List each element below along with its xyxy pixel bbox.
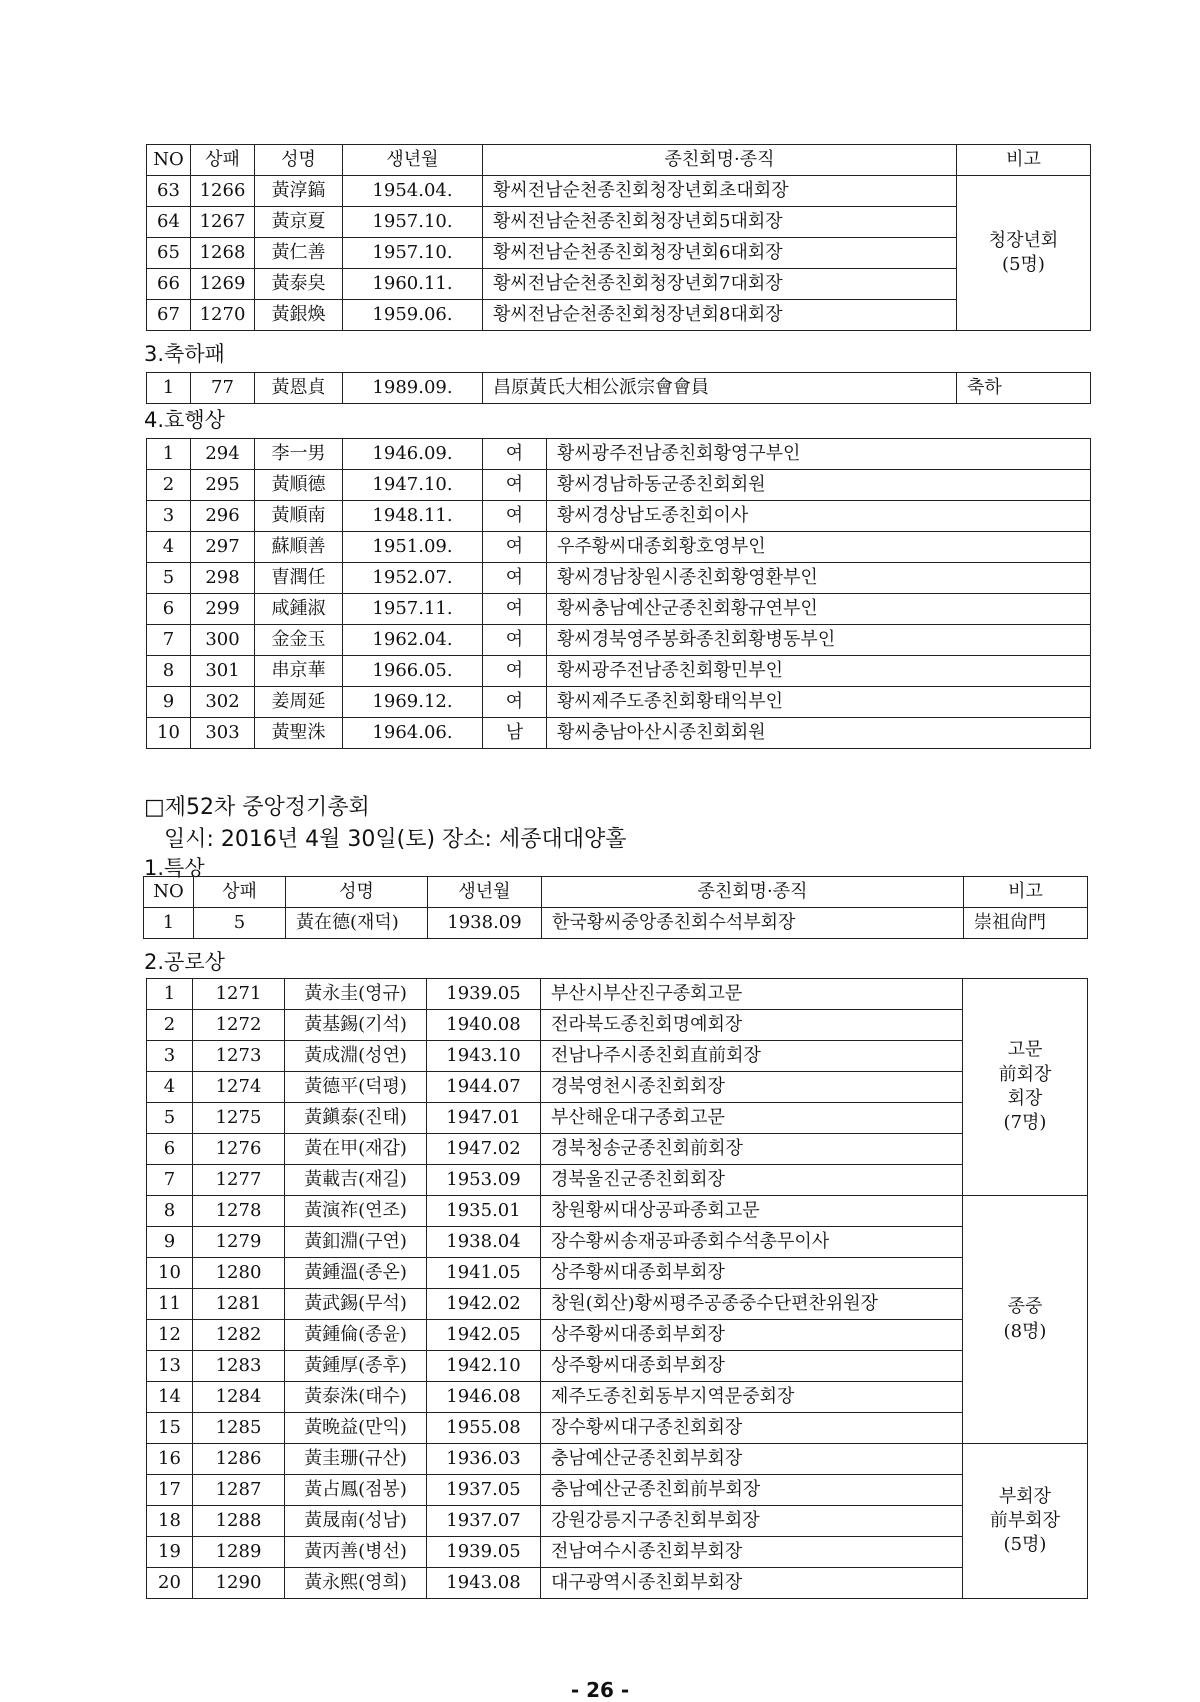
cell-name: 串京華 (255, 656, 343, 687)
col-no: NO (144, 877, 194, 908)
cell-gender: 여 (483, 625, 547, 656)
note-line: (5명) (1002, 254, 1045, 275)
cell-clan: 장수황씨송재공파종회수석총무이사 (541, 1227, 963, 1258)
cell-birth: 1957.11. (343, 594, 483, 625)
cell-birth: 1962.04. (343, 625, 483, 656)
cell-plaque: 1276 (193, 1134, 285, 1165)
cell-no: 7 (147, 1165, 193, 1196)
cell-no: 1 (147, 373, 191, 404)
note-line: 고문 (1007, 1039, 1043, 1061)
cell-plaque: 1275 (193, 1103, 285, 1134)
cell-no: 4 (147, 1072, 193, 1103)
cell-name: 黃釦淵(구연) (285, 1227, 427, 1258)
section-title-special: 1.특상 (144, 856, 205, 880)
cell-gender: 여 (483, 501, 547, 532)
cell-plaque: 1269 (191, 269, 255, 300)
section-title-filial: 4.효행상 (144, 408, 225, 432)
cell-clan: 전라북도종친회명예회장 (541, 1010, 963, 1041)
table-row (147, 1227, 1088, 1258)
table-row (147, 176, 1091, 207)
cell-name: 黃泰洙(태수) (285, 1382, 427, 1413)
cell-plaque: 1266 (191, 176, 255, 207)
table-row (147, 1506, 1088, 1537)
cell-no: 1 (147, 439, 191, 470)
cell-note-group (963, 979, 1088, 1196)
cell-no: 3 (147, 501, 191, 532)
cell-clan: 황씨전남순천종친회청장년회6대회장 (483, 238, 957, 269)
table-row (147, 1537, 1088, 1568)
cell-name: 黃聖洙 (255, 718, 343, 749)
table-row (147, 1134, 1088, 1165)
cell-name: 黃鎭泰(진태) (285, 1103, 427, 1134)
cell-name: 黃京夏 (255, 207, 343, 238)
cell-clan: 상주황씨대종회부회장 (541, 1351, 963, 1382)
cell-no: 8 (147, 656, 191, 687)
cell-name: 黃占鳳(점봉) (285, 1475, 427, 1506)
cell-clan: 상주황씨대종회부회장 (541, 1258, 963, 1289)
cell-birth: 1957.10. (343, 238, 483, 269)
cell-no: 64 (147, 207, 191, 238)
cell-clan: 황씨경남창원시종친회황영환부인 (547, 563, 1091, 594)
note-line: 청장년회 (988, 229, 1059, 251)
cell-birth: 1960.11. (343, 269, 483, 300)
cell-birth: 1969.12. (343, 687, 483, 718)
table-row (147, 656, 1091, 687)
meeting-title: □제52차 중앙정기총회 (144, 795, 370, 820)
cell-birth: 1946.09. (343, 439, 483, 470)
cell-name: 黃在甲(재갑) (285, 1134, 427, 1165)
cell-name: 姜周延 (255, 687, 343, 718)
table-row (147, 1010, 1088, 1041)
cell-name: 黃永圭(영규) (285, 979, 427, 1010)
table-row (147, 439, 1091, 470)
cell-clan: 한국황씨중앙종친회수석부회장 (542, 908, 964, 939)
cell-name: 黃德平(덕평) (285, 1072, 427, 1103)
cell-name: 黃仁善 (255, 238, 343, 269)
cell-plaque: 299 (191, 594, 255, 625)
table-row (147, 1444, 1088, 1475)
cell-plaque: 1274 (193, 1072, 285, 1103)
cell-name: 黃鍾溫(종온) (285, 1258, 427, 1289)
cell-no: 6 (147, 1134, 193, 1165)
cell-no: 1 (147, 979, 193, 1010)
cell-birth: 1964.06. (343, 718, 483, 749)
cell-gender: 여 (483, 687, 547, 718)
cell-gender: 여 (483, 594, 547, 625)
table-row (147, 1568, 1088, 1599)
cell-clan: 황씨경북영주봉화종친회황병동부인 (547, 625, 1091, 656)
table-row (147, 300, 1091, 331)
cell-no: 2 (147, 470, 191, 501)
cell-clan: 강원강릉지구종친회부회장 (541, 1506, 963, 1537)
cell-no: 20 (147, 1568, 193, 1599)
cell-name: 黃晩益(만익) (285, 1413, 427, 1444)
cell-name: 黃順南 (255, 501, 343, 532)
cell-birth: 1944.07 (427, 1072, 541, 1103)
cell-plaque: 77 (191, 373, 255, 404)
cell-no: 4 (147, 532, 191, 563)
table-filial (146, 438, 1091, 749)
cell-plaque: 1286 (193, 1444, 285, 1475)
cell-clan: 경북영천시종친회회장 (541, 1072, 963, 1103)
cell-clan: 전남여수시종친회부회장 (541, 1537, 963, 1568)
cell-name: 黃晟南(성남) (285, 1506, 427, 1537)
cell-no: 5 (147, 563, 191, 594)
cell-plaque: 1273 (193, 1041, 285, 1072)
cell-no: 8 (147, 1196, 193, 1227)
cell-no: 9 (147, 687, 191, 718)
cell-plaque: 295 (191, 470, 255, 501)
table-row (147, 532, 1091, 563)
table-row (147, 563, 1091, 594)
cell-clan: 부산시부산진구종회고문 (541, 979, 963, 1010)
cell-name: 李一男 (255, 439, 343, 470)
note-line: 종중 (1007, 1296, 1043, 1318)
note-line: (5명) (1003, 1534, 1047, 1556)
cell-clan: 昌原黃氏大相公派宗會會員 (483, 373, 957, 404)
table-row (147, 1103, 1088, 1134)
cell-clan: 제주도종친회동부지역문중회장 (541, 1382, 963, 1413)
cell-plaque: 1271 (193, 979, 285, 1010)
cell-no: 10 (147, 718, 191, 749)
cell-plaque: 1281 (193, 1289, 285, 1320)
section-title-congrats: 3.축하패 (144, 342, 225, 366)
cell-name: 黃丙善(병선) (285, 1537, 427, 1568)
note-line: (8명) (1003, 1320, 1047, 1342)
cell-name: 曺潤任 (255, 563, 343, 594)
col-plaque: 상패 (191, 145, 255, 176)
cell-clan: 경북울진군종친회회장 (541, 1165, 963, 1196)
table-row (147, 1320, 1088, 1351)
cell-no: 10 (147, 1258, 193, 1289)
cell-birth: 1943.10 (427, 1041, 541, 1072)
cell-clan: 황씨광주전남종친회황영구부인 (547, 439, 1091, 470)
cell-birth: 1955.08 (427, 1413, 541, 1444)
cell-no: 63 (147, 176, 191, 207)
col-plaque: 상패 (194, 877, 286, 908)
col-note: 비고 (964, 877, 1088, 908)
cell-birth: 1947.01 (427, 1103, 541, 1134)
cell-no: 17 (147, 1475, 193, 1506)
table-row (147, 269, 1091, 300)
cell-name: 黃永熙(영희) (285, 1568, 427, 1599)
cell-name: 黃基錫(기석) (285, 1010, 427, 1041)
note-line: 前회장 (998, 1063, 1052, 1085)
cell-name: 黃恩貞 (255, 373, 343, 404)
cell-birth: 1966.05. (343, 656, 483, 687)
cell-plaque: 5 (194, 908, 286, 939)
cell-no: 11 (147, 1289, 193, 1320)
cell-name: 黃泰㚖 (255, 269, 343, 300)
cell-birth: 1939.05 (427, 979, 541, 1010)
table-congrats (146, 372, 1091, 404)
cell-birth: 1938.09 (428, 908, 542, 939)
cell-no: 19 (147, 1537, 193, 1568)
cell-plaque: 1278 (193, 1196, 285, 1227)
cell-gender: 여 (483, 439, 547, 470)
cell-birth: 1942.05 (427, 1320, 541, 1351)
table-merit (146, 978, 1088, 1599)
cell-birth: 1936.03 (427, 1444, 541, 1475)
table-row (147, 625, 1091, 656)
cell-no: 15 (147, 1413, 193, 1444)
table-row (147, 373, 1091, 404)
cell-birth: 1940.08 (427, 1010, 541, 1041)
cell-plaque: 298 (191, 563, 255, 594)
cell-name: 黃鍾倫(종윤) (285, 1320, 427, 1351)
cell-clan: 경북청송군종친회前회장 (541, 1134, 963, 1165)
col-clan: 종친회명·종직 (542, 877, 964, 908)
table-row (147, 1413, 1088, 1444)
cell-birth: 1948.11. (343, 501, 483, 532)
cell-plaque: 1290 (193, 1568, 285, 1599)
cell-name: 黃淳鎬 (255, 176, 343, 207)
table-header (147, 145, 1091, 176)
col-note: 비고 (957, 145, 1091, 176)
table-youth-awards (146, 144, 1091, 331)
cell-no: 3 (147, 1041, 193, 1072)
cell-gender: 여 (483, 470, 547, 501)
note-line: 前부회장 (989, 1509, 1061, 1531)
cell-clan: 우주황씨대종회황호영부인 (547, 532, 1091, 563)
cell-plaque: 1280 (193, 1258, 285, 1289)
table-row (147, 1289, 1088, 1320)
cell-no: 9 (147, 1227, 193, 1258)
table-special (143, 876, 1088, 939)
cell-clan: 황씨충남예산군종친회황규연부인 (547, 594, 1091, 625)
table-row (147, 594, 1091, 625)
cell-plaque: 1268 (191, 238, 255, 269)
cell-birth: 1951.09. (343, 532, 483, 563)
cell-plaque: 1284 (193, 1382, 285, 1413)
cell-birth: 1942.10 (427, 1351, 541, 1382)
cell-plaque: 1282 (193, 1320, 285, 1351)
note-line: 회장 (1007, 1088, 1043, 1109)
cell-clan: 황씨제주도종친회황태익부인 (547, 687, 1091, 718)
col-name: 성명 (255, 145, 343, 176)
cell-clan: 대구광역시종친회부회장 (541, 1568, 963, 1599)
table-row (147, 1041, 1088, 1072)
table-row (147, 207, 1091, 238)
cell-plaque: 303 (191, 718, 255, 749)
cell-no: 65 (147, 238, 191, 269)
cell-birth: 1959.06. (343, 300, 483, 331)
cell-birth: 1943.08 (427, 1568, 541, 1599)
table-row (147, 501, 1091, 532)
cell-birth: 1952.07. (343, 563, 483, 594)
cell-birth: 1938.04 (427, 1227, 541, 1258)
cell-plaque: 297 (191, 532, 255, 563)
cell-birth: 1937.05 (427, 1475, 541, 1506)
cell-plaque: 1288 (193, 1506, 285, 1537)
section-title-merit: 2.공로상 (144, 950, 225, 974)
cell-name: 黃演祚(연조) (285, 1196, 427, 1227)
cell-plaque: 1270 (191, 300, 255, 331)
cell-clan: 충남예산군종친회부회장 (541, 1444, 963, 1475)
col-no: NO (147, 145, 191, 176)
cell-plaque: 294 (191, 439, 255, 470)
cell-no: 1 (144, 908, 194, 939)
cell-plaque: 1267 (191, 207, 255, 238)
page-number: - 26 - (570, 1678, 630, 1702)
cell-birth: 1947.10. (343, 470, 483, 501)
cell-plaque: 1283 (193, 1351, 285, 1382)
cell-birth: 1957.10. (343, 207, 483, 238)
cell-name: 咸鍾淑 (255, 594, 343, 625)
cell-no: 6 (147, 594, 191, 625)
table-row (147, 1382, 1088, 1413)
cell-gender: 남 (483, 718, 547, 749)
table-header (144, 877, 1088, 908)
cell-clan: 황씨경상남도종친회이사 (547, 501, 1091, 532)
table-row (147, 238, 1091, 269)
table-row (147, 1351, 1088, 1382)
cell-plaque: 302 (191, 687, 255, 718)
cell-name: 黃銀煥 (255, 300, 343, 331)
cell-clan: 황씨전남순천종친회청장년회7대회장 (483, 269, 957, 300)
cell-no: 7 (147, 625, 191, 656)
cell-plaque: 1279 (193, 1227, 285, 1258)
table-row (144, 908, 1088, 939)
cell-clan: 황씨경남하동군종친회회원 (547, 470, 1091, 501)
meeting-info: 일시: 2016년 4월 30일(토) 장소: 세종대대양홀 (164, 827, 627, 852)
note-line: 부회장 (998, 1485, 1052, 1507)
cell-clan: 부산해운대구종회고문 (541, 1103, 963, 1134)
col-clan: 종친회명·종직 (483, 145, 957, 176)
cell-plaque: 296 (191, 501, 255, 532)
cell-birth: 1935.01 (427, 1196, 541, 1227)
cell-name: 黃成淵(성연) (285, 1041, 427, 1072)
cell-name: 蘇順善 (255, 532, 343, 563)
cell-birth: 1942.02 (427, 1289, 541, 1320)
cell-plaque: 300 (191, 625, 255, 656)
cell-gender: 여 (483, 563, 547, 594)
col-name: 성명 (286, 877, 428, 908)
cell-no: 13 (147, 1351, 193, 1382)
cell-no: 18 (147, 1506, 193, 1537)
cell-plaque: 301 (191, 656, 255, 687)
cell-clan: 황씨충남아산시종친회회원 (547, 718, 1091, 749)
table-row (147, 1475, 1088, 1506)
cell-note-group (963, 1196, 1088, 1444)
cell-birth: 1946.08 (427, 1382, 541, 1413)
cell-clan: 황씨광주전남종친회황민부인 (547, 656, 1091, 687)
cell-name: 黃載吉(재길) (285, 1165, 427, 1196)
col-birth: 생년월 (343, 145, 483, 176)
cell-birth: 1989.09. (343, 373, 483, 404)
cell-clan: 상주황씨대종회부회장 (541, 1320, 963, 1351)
cell-no: 66 (147, 269, 191, 300)
cell-birth: 1937.07 (427, 1506, 541, 1537)
cell-plaque: 1285 (193, 1413, 285, 1444)
cell-birth: 1939.05 (427, 1537, 541, 1568)
cell-birth: 1941.05 (427, 1258, 541, 1289)
cell-name: 黃圭珊(규산) (285, 1444, 427, 1475)
cell-clan: 창원황씨대상공파종회고문 (541, 1196, 963, 1227)
cell-gender: 여 (483, 656, 547, 687)
cell-birth: 1947.02 (427, 1134, 541, 1165)
table-row (147, 979, 1088, 1010)
cell-note-group (963, 1444, 1088, 1599)
table-row (147, 1258, 1088, 1289)
cell-no: 2 (147, 1010, 193, 1041)
cell-name: 黃武錫(무석) (285, 1289, 427, 1320)
cell-birth: 1953.09 (427, 1165, 541, 1196)
cell-plaque: 1287 (193, 1475, 285, 1506)
cell-birth: 1954.04. (343, 176, 483, 207)
cell-name: 金金玉 (255, 625, 343, 656)
cell-plaque: 1272 (193, 1010, 285, 1041)
cell-plaque: 1277 (193, 1165, 285, 1196)
col-birth: 생년월 (428, 877, 542, 908)
cell-clan: 전남나주시종친회直前회장 (541, 1041, 963, 1072)
cell-name: 黃在德(재덕) (286, 908, 428, 939)
table-row (147, 1196, 1088, 1227)
cell-no: 5 (147, 1103, 193, 1134)
table-row (147, 718, 1091, 749)
cell-clan: 창원(회산)황씨평주공종중수단편찬위원장 (541, 1289, 963, 1320)
cell-clan: 황씨전남순천종친회청장년회초대회장 (483, 176, 957, 207)
table-row (147, 470, 1091, 501)
cell-no: 12 (147, 1320, 193, 1351)
cell-note-group (957, 176, 1091, 331)
cell-no: 16 (147, 1444, 193, 1475)
table-row (147, 1072, 1088, 1103)
cell-clan: 장수황씨대구종친회회장 (541, 1413, 963, 1444)
table-row (147, 1165, 1088, 1196)
cell-clan: 충남예산군종친회前부회장 (541, 1475, 963, 1506)
cell-plaque: 1289 (193, 1537, 285, 1568)
cell-note: 崇祖尙門 (964, 908, 1088, 939)
cell-name: 黃鍾厚(종후) (285, 1351, 427, 1382)
cell-no: 67 (147, 300, 191, 331)
cell-gender: 여 (483, 532, 547, 563)
cell-clan: 황씨전남순천종친회청장년회8대회장 (483, 300, 957, 331)
cell-note: 축하 (957, 373, 1091, 404)
cell-clan: 황씨전남순천종친회청장년회5대회장 (483, 207, 957, 238)
cell-no: 14 (147, 1382, 193, 1413)
note-line: (7명) (1003, 1112, 1047, 1134)
cell-name: 黃順德 (255, 470, 343, 501)
table-row (147, 687, 1091, 718)
